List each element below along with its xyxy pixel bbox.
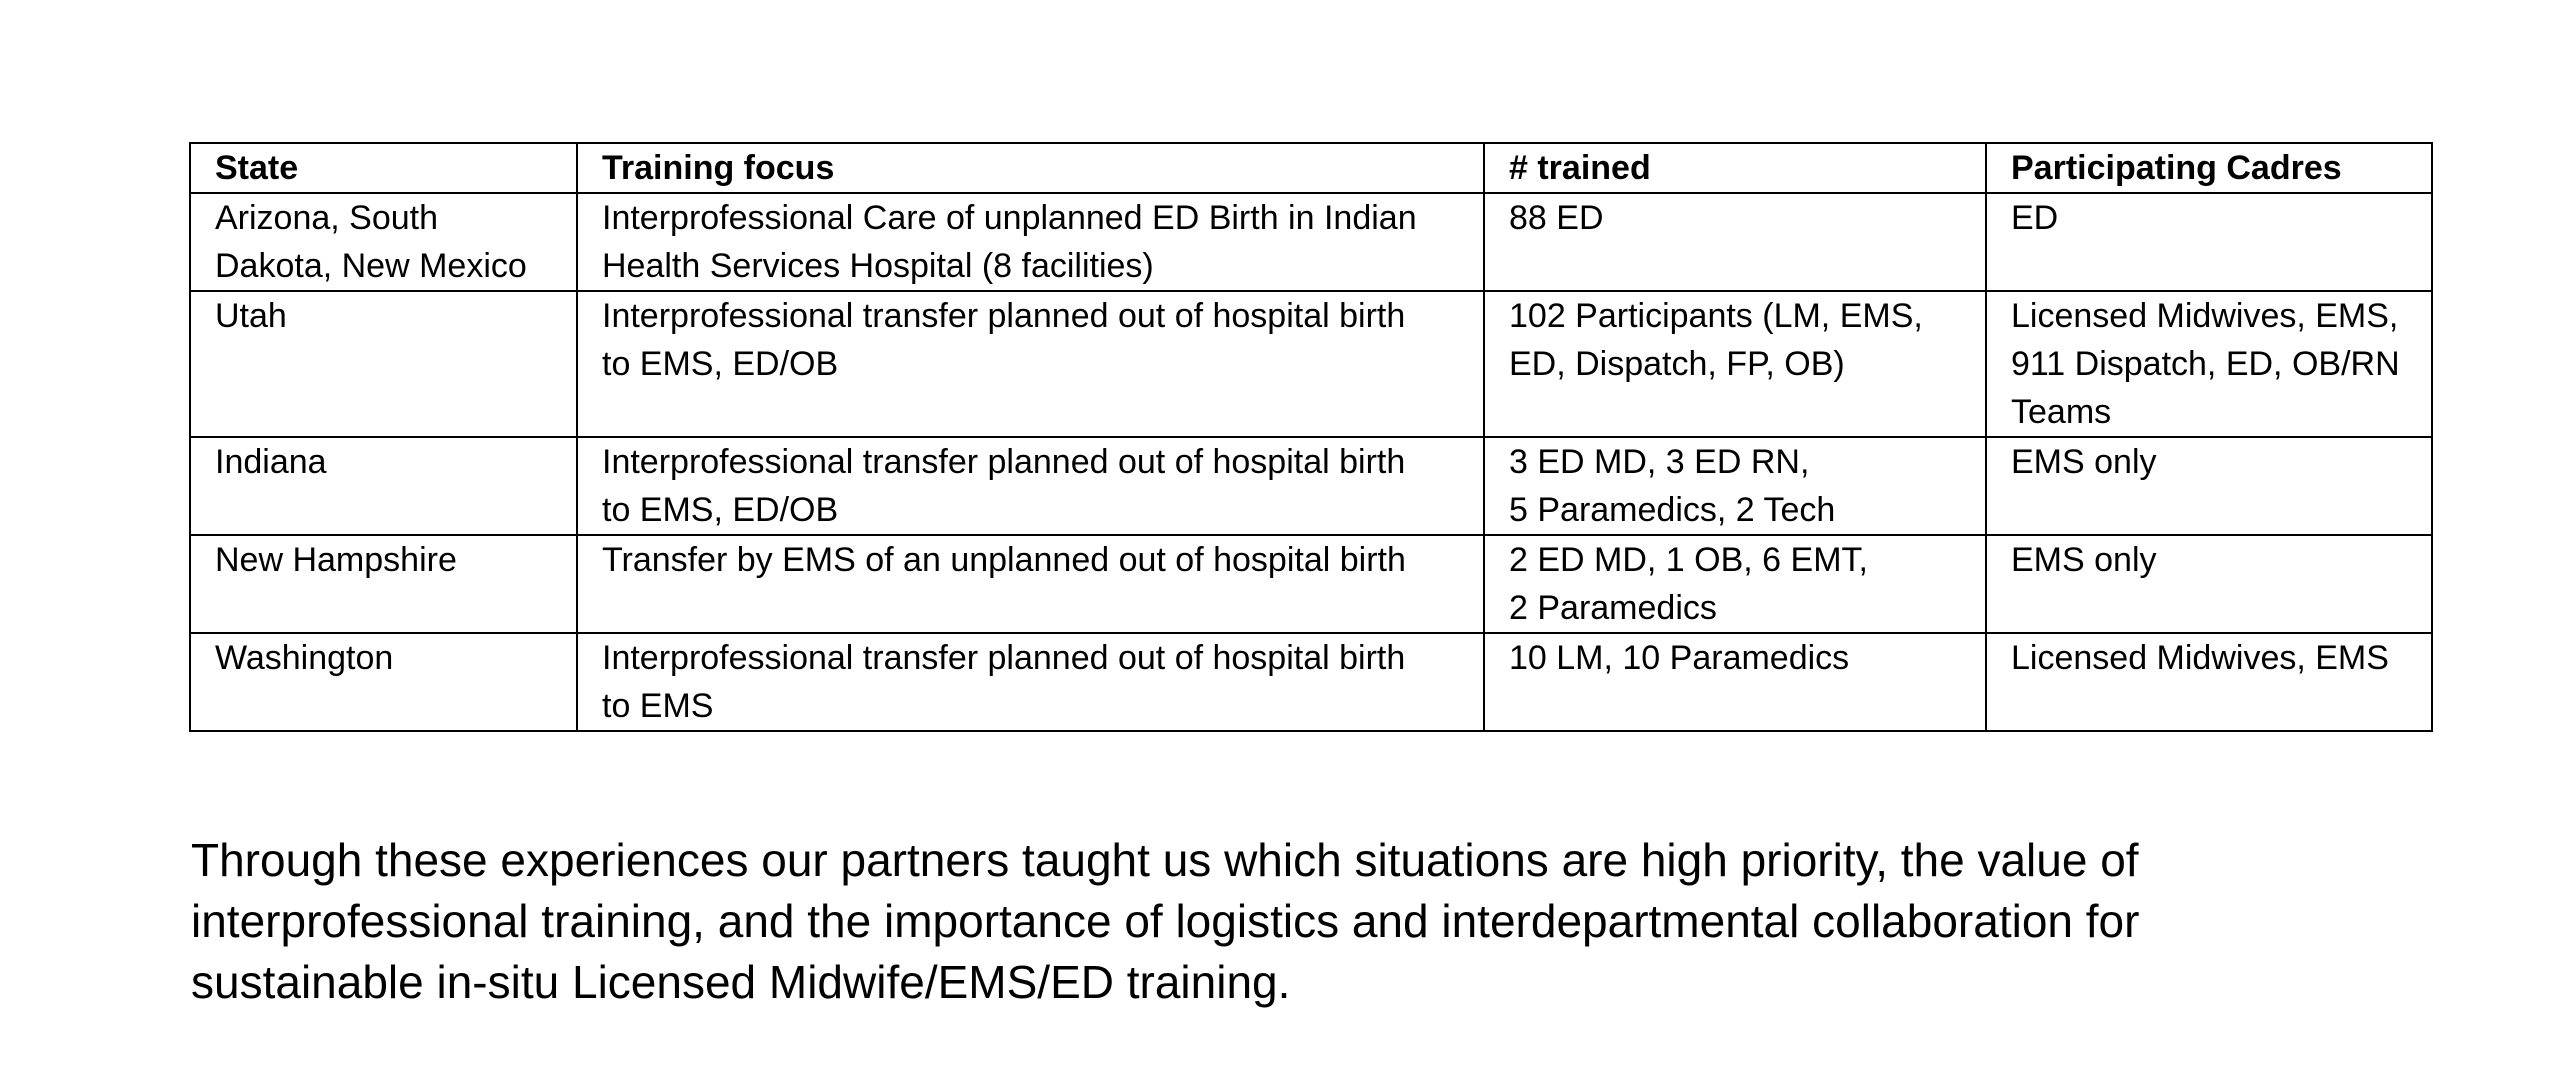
cell-number-trained [1484,193,1986,291]
cell-line: New Hampshire [215,541,457,579]
cell-line: Interprofessional transfer planned out of hospital birth [602,639,1406,677]
cell-training-focus [577,633,1484,731]
cell-line: Washington [215,639,394,677]
cell-line: Interprofessional transfer planned out of hospital birth [602,443,1406,481]
cell-line: 2 ED MD, 1 OB, 6 EMT, [1509,541,1868,579]
cell-state [190,633,577,731]
training-table [189,142,2433,732]
cell-line: to EMS [602,687,714,725]
cell-line: 102 Participants (LM, EMS, [1509,297,1923,335]
cell-line: Indiana [215,443,327,481]
header-row [190,143,2432,193]
cell-line: Interprofessional transfer planned out of hospital birth [602,297,1406,335]
header-number-trained: # trained [1484,143,1986,193]
cell-number-trained [1484,291,1986,437]
summary-paragraph: Through these experiences our partners taught us which situations are high priority, the value of interprofessional training, and the importance of logistics and interdepartmental collaboration for sustainable in-situ Licensed Midwife/EMS/ED training. [191,834,2140,1008]
cell-state [190,535,577,633]
cell-line: ED, Dispatch, FP, OB) [1509,345,1845,383]
cell-line: to EMS, ED/OB [602,491,839,529]
cell-line: Utah [215,297,287,335]
cell-line: Teams [2011,393,2112,431]
cell-training-focus [577,291,1484,437]
cell-number-trained [1484,535,1986,633]
cell-state [190,291,577,437]
cell-line: Licensed Midwives, EMS [2011,639,2389,677]
cell-line: EMS only [2011,541,2157,579]
cell-state [190,193,577,291]
cell-line: 911 Dispatch, ED, OB/RN [2011,345,2400,383]
table-row [190,535,2432,633]
cell-line: Transfer by EMS of an unplanned out of hospital birth [602,541,1406,579]
cell-number-trained [1484,437,1986,535]
cell-number-trained [1484,633,1986,731]
cell-line: Health Services Hospital (8 facilities) [602,247,1154,285]
cell-state [190,437,577,535]
cell-line: 3 ED MD, 3 ED RN, [1509,443,1810,481]
table-row [190,437,2432,535]
cell-line: EMS only [2011,443,2157,481]
table-row [190,633,2432,731]
cell-line: to EMS, ED/OB [602,345,839,383]
cell-participating-cadres [1986,633,2432,731]
table-row [190,193,2432,291]
cell-line: 5 Paramedics, 2 Tech [1509,491,1836,529]
cell-training-focus [577,193,1484,291]
cell-participating-cadres [1986,193,2432,291]
cell-training-focus [577,437,1484,535]
cell-participating-cadres [1986,437,2432,535]
cell-line: Interprofessional Care of unplanned ED Birth in Indian [602,199,1417,237]
cell-line: 88 ED [1509,199,1604,237]
cell-line: 2 Paramedics [1509,589,1717,627]
cell-line: Licensed Midwives, EMS, [2011,297,2399,335]
header-training-focus: Training focus [577,143,1484,193]
cell-participating-cadres [1986,535,2432,633]
cell-line: 10 LM, 10 Paramedics [1509,639,1850,677]
cell-line: ED [2011,199,2059,237]
cell-line: Arizona, South [215,199,439,237]
cell-training-focus [577,535,1484,633]
cell-line: Dakota, New Mexico [215,247,527,285]
cell-participating-cadres [1986,291,2432,437]
header-state: State [190,143,577,193]
header-participating-cadres: Participating Cadres [1986,143,2432,193]
table-row [190,291,2432,437]
